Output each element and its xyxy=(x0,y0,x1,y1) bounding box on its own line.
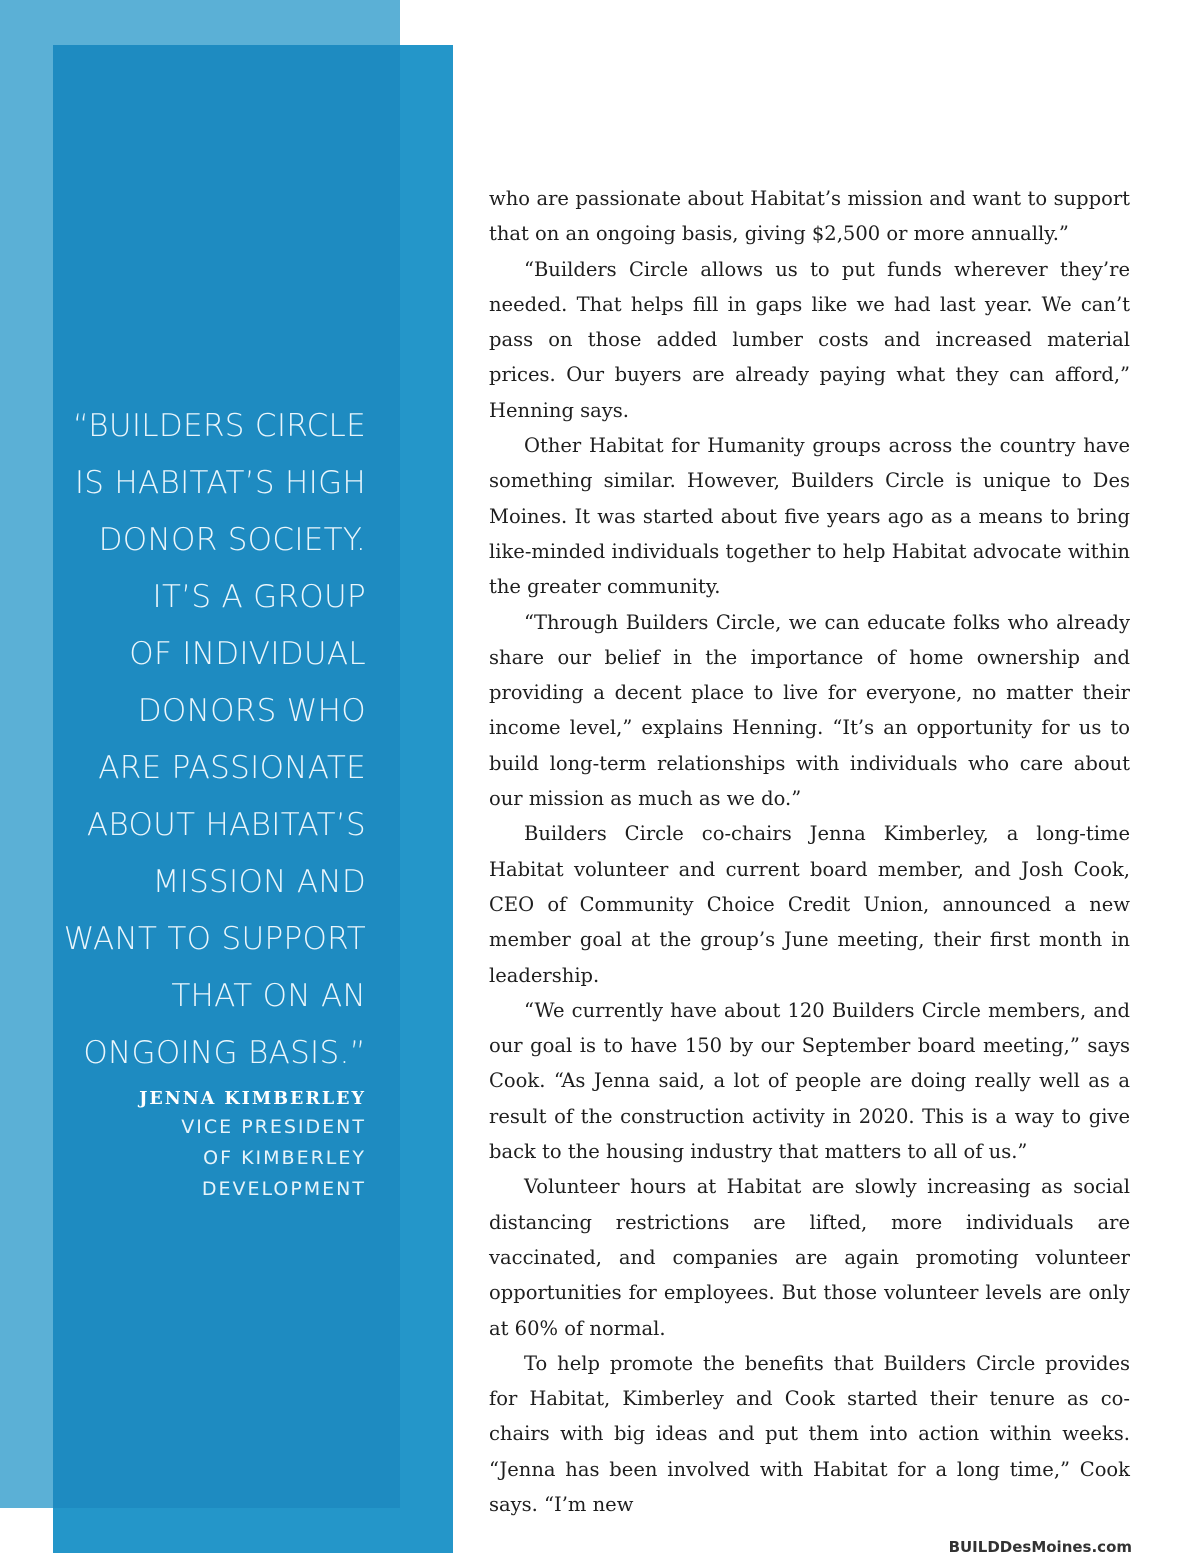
pull-quote-line: ARE PASSIONATE xyxy=(98,750,366,786)
attribution-title-line: VICE PRESIDENT xyxy=(181,1116,366,1138)
pull-quote-line: MISSION AND xyxy=(152,864,366,900)
article-paragraph: Builders Circle co-chairs Jenna Kimberley, a long-time Habitat volunteer and current board member, and Josh Cook, CEO of Community Choice Credit Union, announced a new member goal at the group’s June meeting, their first month in leadership. xyxy=(489,822,1130,987)
attribution-title-line: DEVELOPMENT xyxy=(201,1178,366,1200)
pull-quote-line: DONOR SOCIETY. xyxy=(98,522,366,558)
article-paragraph: Volunteer hours at Habitat are slowly increasing as social distancing restrictions are lifted, more individuals are vaccinated, and companies are again promoting volunteer opportunities for employees. But those volunteer levels are only at 60% of normal. xyxy=(489,1175,1130,1340)
pull-quote-line: WANT TO SUPPORT xyxy=(63,921,366,957)
attribution-name: JENNA KIMBERLEY xyxy=(139,1089,366,1109)
footer-url: BUILDDesMoines.com xyxy=(948,1538,1132,1556)
article-paragraph: “Builders Circle allows us to put funds wherever they’re needed. That helps fill in gaps like we had last year. We can’t pass on those added lumber costs and increased material prices. Our buyers are already paying what they can afford,” Henning says. xyxy=(489,257,1130,422)
pull-quote-line: ONGOING BASIS.” xyxy=(83,1035,366,1071)
pull-quote-line: IS HABITAT’S HIGH xyxy=(74,465,366,501)
article-paragraph: who are passionate about Habitat’s mission and want to support that on an ongoing basis, giving $2,500 or more annually.” xyxy=(489,187,1130,246)
pull-quote-line: ABOUT HABITAT’S xyxy=(86,807,366,843)
article-paragraph: Other Habitat for Humanity groups across the country have something similar. However, Builders Circle is unique to Des Moines. It was started about five years ago as a means to bring like-minded individuals together to help Habitat advocate within the greater community. xyxy=(489,434,1130,599)
article-paragraph: “We currently have about 120 Builders Circle members, and our goal is to have 150 by our September board meeting,” says Cook. “As Jenna said, a lot of people are doing really well as a result of the construction activity in 2020. This is a way to give back to the housing industry that matters to all of us.” xyxy=(489,998,1130,1164)
pull-quote-line: THAT ON AN xyxy=(171,978,366,1014)
pull-quote-line: IT’S A GROUP xyxy=(152,579,366,615)
pull-quote xyxy=(60,398,366,1205)
article-body xyxy=(489,181,1130,1522)
attribution-title-line: OF KIMBERLEY xyxy=(203,1147,366,1169)
pull-quote-line: “BUILDERS CIRCLE xyxy=(72,408,366,444)
article-paragraph: To help promote the benefits that Builders Circle provides for Habitat, Kimberley and Cook started their tenure as co-chairs with big ideas and put them into action within weeks. “Jenna has been involved with Habitat for a long time,” Cook says. “I’m new xyxy=(489,1351,1130,1516)
pull-quote-line: OF INDIVIDUAL xyxy=(129,636,366,672)
article-paragraph: “Through Builders Circle, we can educate folks who already share our belief in the importance of home ownership and providing a decent place to live for everyone, no matter their income level,” explains Henning. “It’s an opportunity for us to build long-term relationships with individuals who care about our mission as much as we do.” xyxy=(489,610,1130,811)
pull-quote-line: DONORS WHO xyxy=(137,693,366,729)
